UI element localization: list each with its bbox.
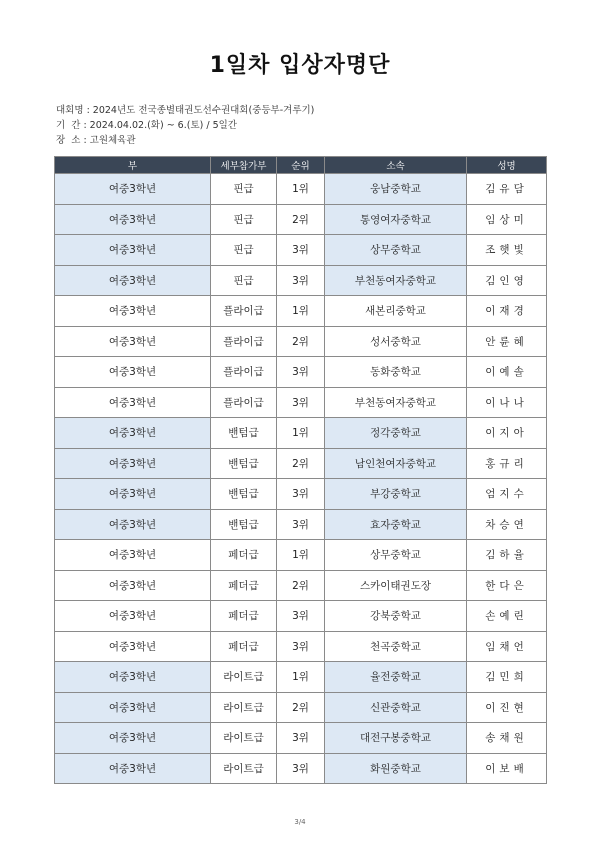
cell-weight-class: 라이트급 xyxy=(211,753,277,784)
cell-name: 송채원 xyxy=(467,723,547,754)
cell-rank: 3위 xyxy=(277,509,325,540)
cell-division: 여중3학년 xyxy=(55,265,211,296)
cell-division: 여중3학년 xyxy=(55,326,211,357)
event-period-separator: : xyxy=(83,120,87,131)
cell-weight-class: 라이트급 xyxy=(211,723,277,754)
cell-affiliation: 성서중학교 xyxy=(325,326,467,357)
cell-rank: 3위 xyxy=(277,357,325,388)
cell-rank: 3위 xyxy=(277,631,325,662)
table-row xyxy=(55,723,547,754)
cell-name: 엄지수 xyxy=(467,479,547,510)
cell-division: 여중3학년 xyxy=(55,753,211,784)
table-row xyxy=(55,265,547,296)
page-number: 3/4 xyxy=(294,818,306,826)
header-name: 성명 xyxy=(467,157,547,174)
cell-division: 여중3학년 xyxy=(55,357,211,388)
cell-division: 여중3학년 xyxy=(55,662,211,693)
table-row xyxy=(55,418,547,449)
cell-affiliation: 웅남중학교 xyxy=(325,174,467,205)
cell-rank: 3위 xyxy=(277,235,325,266)
cell-rank: 2위 xyxy=(277,326,325,357)
cell-affiliation: 천곡중학교 xyxy=(325,631,467,662)
cell-name: 한다은 xyxy=(467,570,547,601)
cell-weight-class: 페더급 xyxy=(211,570,277,601)
cell-affiliation: 남인천여자중학교 xyxy=(325,448,467,479)
cell-weight-class: 핀급 xyxy=(211,174,277,205)
cell-weight-class: 핀급 xyxy=(211,265,277,296)
cell-division: 여중3학년 xyxy=(55,387,211,418)
table-row xyxy=(55,296,547,327)
cell-weight-class: 밴텀급 xyxy=(211,418,277,449)
event-info xyxy=(56,103,314,148)
cell-division: 여중3학년 xyxy=(55,174,211,205)
cell-affiliation: 통영여자중학교 xyxy=(325,204,467,235)
table-row xyxy=(55,326,547,357)
table-row xyxy=(55,753,547,784)
cell-affiliation: 상무중학교 xyxy=(325,235,467,266)
cell-weight-class: 페더급 xyxy=(211,601,277,632)
event-name-label: 대회명 xyxy=(56,105,84,116)
cell-division: 여중3학년 xyxy=(55,570,211,601)
cell-name: 이진현 xyxy=(467,692,547,723)
header-affiliation: 소속 xyxy=(325,157,467,174)
results-body xyxy=(55,174,547,784)
cell-weight-class: 페더급 xyxy=(211,540,277,571)
header-weight-class: 세부참가부 xyxy=(211,157,277,174)
cell-rank: 1위 xyxy=(277,296,325,327)
cell-name: 임상미 xyxy=(467,204,547,235)
cell-weight-class: 페더급 xyxy=(211,631,277,662)
cell-rank: 3위 xyxy=(277,601,325,632)
header-rank: 순위 xyxy=(277,157,325,174)
cell-rank: 1위 xyxy=(277,540,325,571)
cell-rank: 3위 xyxy=(277,479,325,510)
cell-affiliation: 부강중학교 xyxy=(325,479,467,510)
cell-name: 김하율 xyxy=(467,540,547,571)
event-place-separator: : xyxy=(83,135,87,146)
cell-affiliation: 정각중학교 xyxy=(325,418,467,449)
cell-weight-class: 라이트급 xyxy=(211,662,277,693)
event-period-value: 2024.04.02.(화) ~ 6.(토) / 5일간 xyxy=(89,120,237,131)
cell-rank: 3위 xyxy=(277,753,325,784)
page-title: 1일차 입상자명단 xyxy=(209,53,391,78)
cell-rank: 2위 xyxy=(277,204,325,235)
cell-name: 임채언 xyxy=(467,631,547,662)
event-place-label: 장 소 xyxy=(56,135,81,146)
cell-rank: 1위 xyxy=(277,174,325,205)
table-row xyxy=(55,601,547,632)
cell-name: 손예린 xyxy=(467,601,547,632)
cell-affiliation: 강북중학교 xyxy=(325,601,467,632)
cell-affiliation: 화원중학교 xyxy=(325,753,467,784)
table-row xyxy=(55,235,547,266)
cell-name: 이지아 xyxy=(467,418,547,449)
cell-affiliation: 동화중학교 xyxy=(325,357,467,388)
cell-division: 여중3학년 xyxy=(55,448,211,479)
table-row xyxy=(55,662,547,693)
cell-division: 여중3학년 xyxy=(55,631,211,662)
cell-affiliation: 율전중학교 xyxy=(325,662,467,693)
event-period-row xyxy=(56,118,314,133)
header-division: 부 xyxy=(55,157,211,174)
event-place-value: 고원체육관 xyxy=(89,135,136,146)
cell-affiliation: 부천동여자중학교 xyxy=(325,387,467,418)
cell-division: 여중3학년 xyxy=(55,601,211,632)
cell-name: 김인영 xyxy=(467,265,547,296)
cell-weight-class: 라이트급 xyxy=(211,692,277,723)
table-row xyxy=(55,204,547,235)
cell-affiliation: 상무중학교 xyxy=(325,540,467,571)
cell-weight-class: 밴텀급 xyxy=(211,479,277,510)
cell-weight-class: 핀급 xyxy=(211,235,277,266)
cell-name: 조햇빛 xyxy=(467,235,547,266)
cell-weight-class: 플라이급 xyxy=(211,357,277,388)
table-row xyxy=(55,509,547,540)
table-row xyxy=(55,692,547,723)
cell-affiliation: 신관중학교 xyxy=(325,692,467,723)
cell-division: 여중3학년 xyxy=(55,479,211,510)
cell-affiliation: 부천동여자중학교 xyxy=(325,265,467,296)
cell-affiliation: 효자중학교 xyxy=(325,509,467,540)
cell-weight-class: 밴텀급 xyxy=(211,509,277,540)
cell-name: 안륜혜 xyxy=(467,326,547,357)
cell-rank: 3위 xyxy=(277,387,325,418)
cell-weight-class: 플라이급 xyxy=(211,296,277,327)
cell-name: 이나나 xyxy=(467,387,547,418)
cell-division: 여중3학년 xyxy=(55,296,211,327)
cell-name: 김유담 xyxy=(467,174,547,205)
table-row xyxy=(55,448,547,479)
cell-division: 여중3학년 xyxy=(55,204,211,235)
event-period-label: 기 간 xyxy=(56,120,81,131)
cell-division: 여중3학년 xyxy=(55,692,211,723)
cell-name: 차승연 xyxy=(467,509,547,540)
cell-division: 여중3학년 xyxy=(55,418,211,449)
cell-weight-class: 플라이급 xyxy=(211,387,277,418)
event-name-row xyxy=(56,103,314,118)
cell-rank: 1위 xyxy=(277,418,325,449)
cell-affiliation: 스카이태권도장 xyxy=(325,570,467,601)
cell-rank: 3위 xyxy=(277,265,325,296)
table-row xyxy=(55,631,547,662)
results-table xyxy=(54,156,547,784)
event-name-separator: : xyxy=(86,105,90,116)
table-row xyxy=(55,540,547,571)
event-name-value: 2024년도 전국종별태권도선수권대회(중등부-겨루기) xyxy=(92,105,315,116)
cell-affiliation: 대전구봉중학교 xyxy=(325,723,467,754)
table-header-row xyxy=(55,157,547,174)
cell-name: 이재경 xyxy=(467,296,547,327)
event-place-row xyxy=(56,133,314,148)
cell-name: 홍규리 xyxy=(467,448,547,479)
cell-rank: 1위 xyxy=(277,662,325,693)
cell-name: 김민희 xyxy=(467,662,547,693)
cell-division: 여중3학년 xyxy=(55,540,211,571)
cell-weight-class: 핀급 xyxy=(211,204,277,235)
table-row xyxy=(55,174,547,205)
cell-weight-class: 플라이급 xyxy=(211,326,277,357)
cell-rank: 2위 xyxy=(277,448,325,479)
cell-division: 여중3학년 xyxy=(55,509,211,540)
cell-division: 여중3학년 xyxy=(55,235,211,266)
cell-name: 이보배 xyxy=(467,753,547,784)
cell-rank: 2위 xyxy=(277,570,325,601)
cell-weight-class: 밴텀급 xyxy=(211,448,277,479)
table-row xyxy=(55,479,547,510)
table-row xyxy=(55,387,547,418)
table-row xyxy=(55,357,547,388)
cell-affiliation: 새본리중학교 xyxy=(325,296,467,327)
table-row xyxy=(55,570,547,601)
cell-rank: 3위 xyxy=(277,723,325,754)
cell-division: 여중3학년 xyxy=(55,723,211,754)
cell-name: 이예솔 xyxy=(467,357,547,388)
cell-rank: 2위 xyxy=(277,692,325,723)
